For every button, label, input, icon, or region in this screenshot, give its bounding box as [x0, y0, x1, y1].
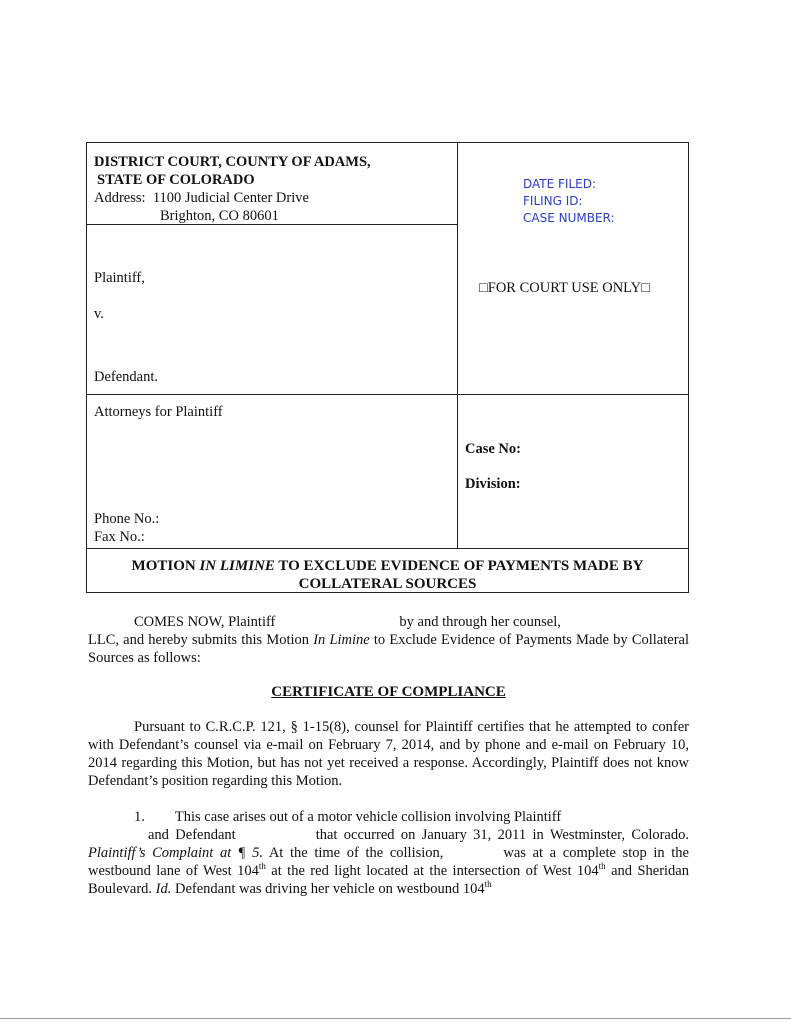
filing-date-label: DATE FILED: [523, 177, 597, 191]
para1-sup3: th [484, 879, 492, 890]
filing-case-number-label: CASE NUMBER: [523, 211, 615, 225]
plaintiff-label: Plaintiff, [94, 270, 145, 286]
caption-divider-parties [87, 394, 688, 395]
intro-text-d: to Exclude Evidence of Payments Made by Collateral Sources as follows: [88, 632, 689, 666]
intro-line1 [88, 613, 689, 631]
fax-label: Fax No.: [94, 529, 145, 545]
para1-text-b: and Defendant [148, 827, 236, 843]
para1-citation: Plaintiff’s Complaint at ¶ 5. [88, 845, 263, 861]
para1-text-g: and Sheridan Boulevard. [88, 863, 689, 897]
intro-italic: In Limine [313, 632, 370, 648]
para1-text-d: At the time of the collision, [263, 845, 444, 861]
court-name-line2: STATE OF COLORADO [97, 172, 255, 188]
filing-stamp [523, 176, 615, 227]
court-use-only-label: □FOR COURT USE ONLY□ [479, 280, 650, 296]
para1-line1 [88, 808, 689, 826]
court-address-line2: Brighton, CO 80601 [160, 208, 279, 224]
phone-label: Phone No.: [94, 511, 160, 527]
address-street: 1100 Judicial Center Drive [152, 190, 309, 206]
para1-text-c: that occurred on January 31, 2011 in Westminster, Colorado. [315, 827, 689, 843]
para1-text-h: Defendant was driving her vehicle on westbound 104 [171, 881, 485, 897]
para1-text-a: This case arises out of a motor vehicle collision involving Plaintiff [174, 809, 562, 825]
numbered-paragraph-1 [88, 808, 689, 898]
para1-text-e: was at a complete stop in the westbound lane of West 104 [88, 845, 689, 879]
attorneys-label: Attorneys for Plaintiff [94, 404, 223, 420]
title-part1: MOTION [131, 558, 200, 574]
motion-title-line2: COLLATERAL SOURCES [298, 576, 477, 592]
court-address-line1 [94, 189, 371, 207]
title-italic: IN LIMINE [199, 558, 275, 574]
para1-rest [88, 844, 689, 898]
motion-title-line1 [87, 557, 688, 575]
para1-text-f: at the red light located at the intersection of West 104 [265, 863, 599, 879]
page-bottom-rule [0, 1018, 791, 1019]
para1-sup1: th [258, 861, 266, 872]
address-label: Address: [94, 190, 146, 206]
motion-title [87, 557, 688, 593]
defendant-label: Defendant. [94, 369, 159, 385]
filing-id-label: FILING ID: [523, 194, 583, 208]
certificate-paragraph: Pursuant to C.R.C.P. 121, § 1-15(8), counsel for Plaintiff certifies that he attempted to confer with Defendant’s counsel via e-mail on February 7, 2014, and by phone and e-mail on February 10, 2014 regarding this Motion, but has not yet received a response. Accordingly, Plaintiff does not know Defendant’s position regarding this Motion. [88, 719, 689, 789]
para1-sup2: th [598, 861, 606, 872]
court-name-line1: DISTRICT COURT, COUNTY OF ADAMS, [94, 154, 371, 170]
intro-paragraph [88, 613, 689, 667]
intro-text-c: LLC, and hereby submits this Motion [88, 632, 314, 648]
intro-text-a: COMES NOW, Plaintiff [134, 614, 276, 630]
court-block [94, 153, 371, 225]
intro-text-b: by and through her counsel, [399, 614, 561, 630]
certificate-heading: CERTIFICATE OF COMPLIANCE [271, 684, 506, 700]
title-part2: TO EXCLUDE EVIDENCE OF PAYMENTS MADE BY [274, 558, 644, 574]
para1-number: 1. [134, 809, 145, 825]
intro-line2 [88, 631, 689, 667]
case-no-label: Case No: [465, 441, 521, 457]
para1-line2 [88, 826, 689, 844]
para1-id: Id. [155, 881, 172, 897]
caption-divider-vertical [457, 143, 458, 548]
versus-label: v. [94, 306, 104, 322]
caption-box [86, 142, 689, 593]
caption-divider-title [87, 548, 688, 549]
division-label: Division: [465, 476, 521, 492]
